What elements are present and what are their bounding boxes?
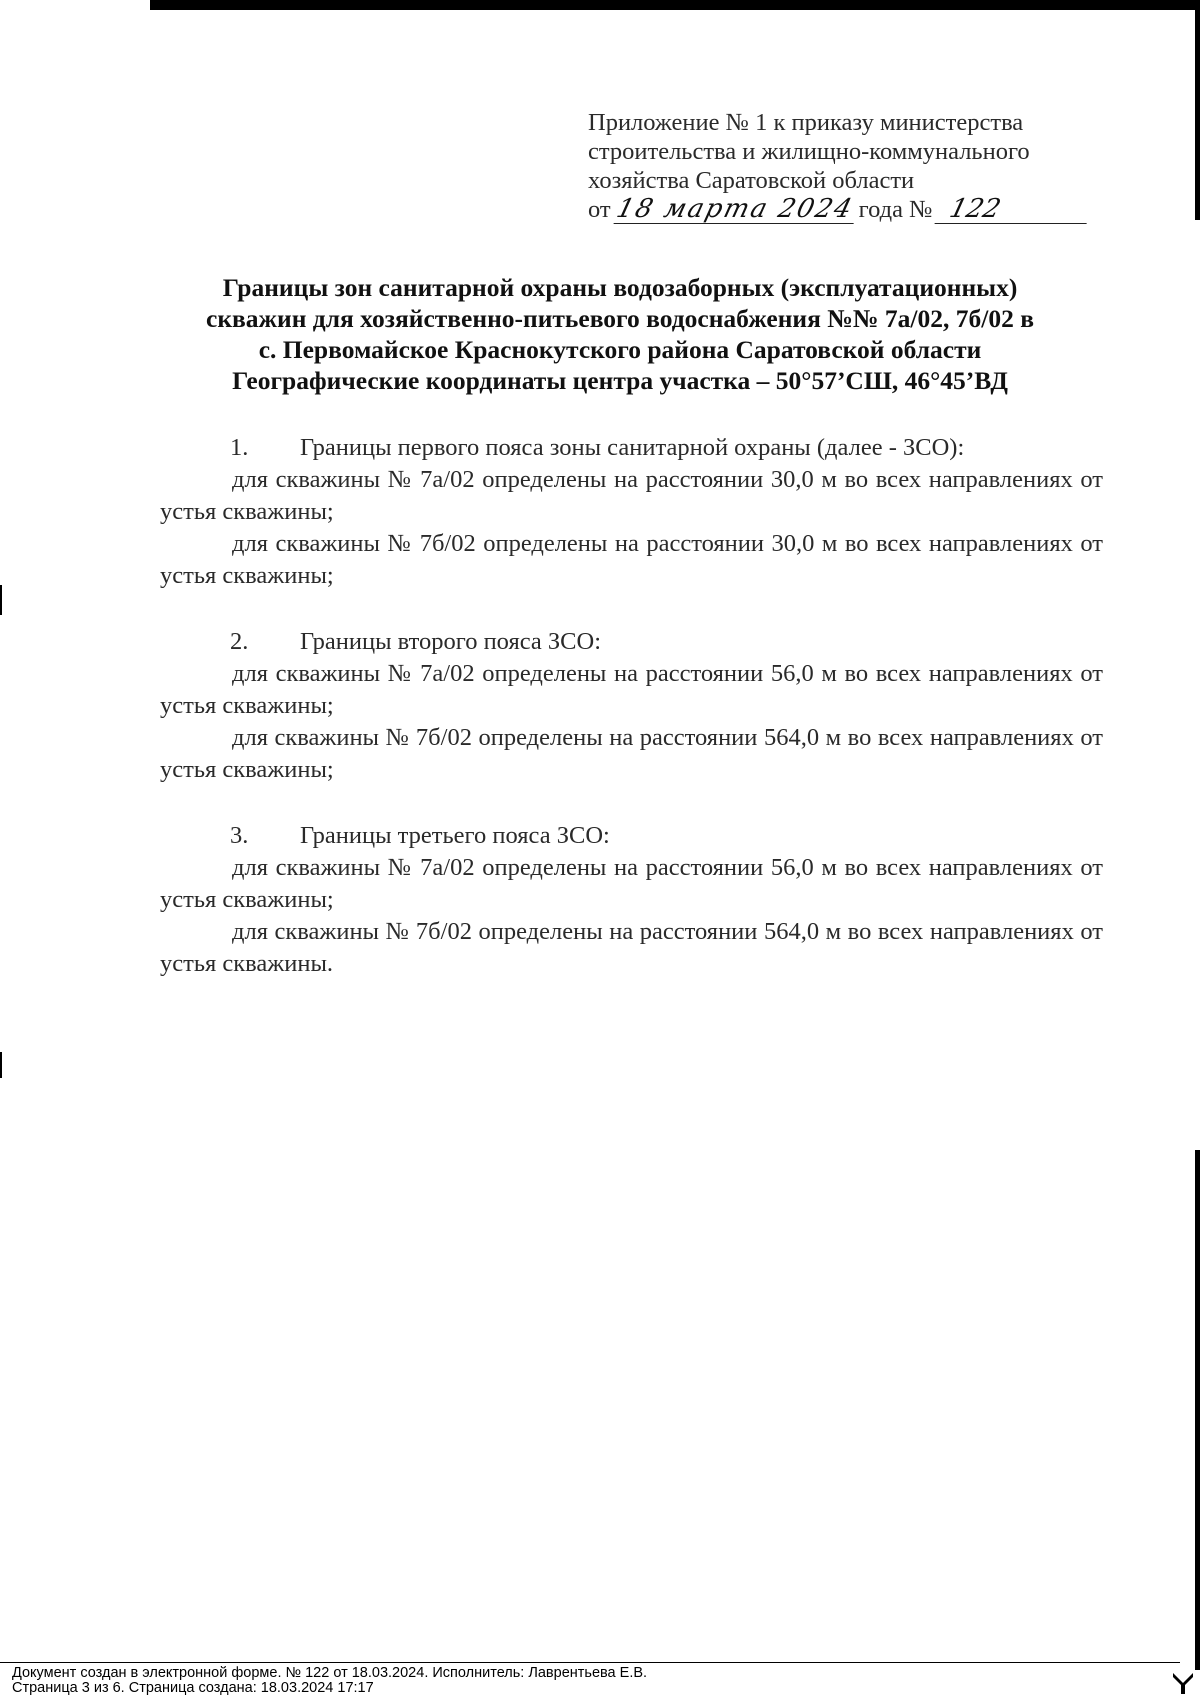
section-first-belt <box>160 432 1103 592</box>
document-body <box>160 432 1103 1014</box>
scan-top-border <box>0 0 1200 10</box>
section-heading <box>160 432 1103 464</box>
title-line-2: скважин для хозяйственно-питьевого водоснабжения №№ 7а/02, 7б/02 в <box>206 304 1034 333</box>
footer-divider <box>0 1662 1180 1663</box>
from-label: от <box>588 196 611 223</box>
appendix-line-3: хозяйства Саратовской области <box>588 167 915 194</box>
title-line-1: Границы зон санитарной охраны водозаборных (эксплуатационных) <box>222 273 1018 302</box>
document-mark-icon <box>1170 1670 1196 1696</box>
well-7a-paragraph: для скважины № 7а/02 определены на расстоянии 56,0 м во всех направлениях от устья скважины; <box>160 660 1103 719</box>
section-heading-text: Границы первого пояса зоны санитарной охраны (далее - ЗСО): <box>300 434 965 461</box>
footer-line-1: Документ создан в электронной форме. № 122 от 18.03.2024. Исполнитель: Лаврентьева Е.В. <box>12 1665 648 1681</box>
footer-line-2: Страница 3 из 6. Страница создана: 18.03.2024 17:17 <box>12 1680 374 1696</box>
section-heading <box>160 626 1103 658</box>
well-7b-paragraph: для скважины № 7б/02 определены на расстоянии 564,0 м во всех направлениях от устья скважины. <box>160 918 1103 977</box>
scan-left-mark-lower <box>0 1052 2 1078</box>
title-coordinates: Географические координаты центра участка – 50°57’СШ, 46°45’ВД <box>232 366 1008 395</box>
handwritten-order-number: 122 <box>935 196 1094 224</box>
section-heading-text: Границы второго пояса ЗСО: <box>300 628 602 655</box>
well-7a-paragraph: для скважины № 7а/02 определены на расстоянии 56,0 м во всех направлениях от устья скважины; <box>160 854 1103 913</box>
section-heading <box>160 820 1103 852</box>
electronic-document-footer <box>12 1666 1162 1696</box>
document-title <box>150 272 1090 396</box>
scan-right-edge <box>1195 0 1200 220</box>
order-date-number-line <box>588 195 1108 224</box>
scan-right-edge-lower <box>1195 1150 1200 1670</box>
section-number: 2. <box>230 628 249 655</box>
well-7b-paragraph: для скважины № 7б/02 определены на расстоянии 564,0 м во всех направлениях от устья скважины; <box>160 724 1103 783</box>
section-heading-text: Границы третьего пояса ЗСО: <box>300 822 610 849</box>
year-number-label: года № <box>858 196 933 223</box>
title-line-3: с. Первомайское Краснокутского района Саратовской области <box>258 335 982 364</box>
section-second-belt <box>160 626 1103 786</box>
well-7b-paragraph: для скважины № 7б/02 определены на расстоянии 30,0 м во всех направлениях от устья скважины; <box>160 530 1103 589</box>
section-third-belt <box>160 820 1103 980</box>
section-number: 1. <box>230 434 249 461</box>
well-7a-paragraph: для скважины № 7а/02 определены на расстоянии 30,0 м во всех направлениях от устья скважины; <box>160 466 1103 525</box>
appendix-header <box>588 108 1108 224</box>
scan-left-mark <box>0 585 2 615</box>
section-number: 3. <box>230 822 249 849</box>
handwritten-date: 18 марта 2024 <box>613 196 860 224</box>
appendix-line-1: Приложение № 1 к приказу министерства <box>588 109 1024 136</box>
appendix-line-2: строительства и жилищно-коммунального <box>588 138 1030 165</box>
